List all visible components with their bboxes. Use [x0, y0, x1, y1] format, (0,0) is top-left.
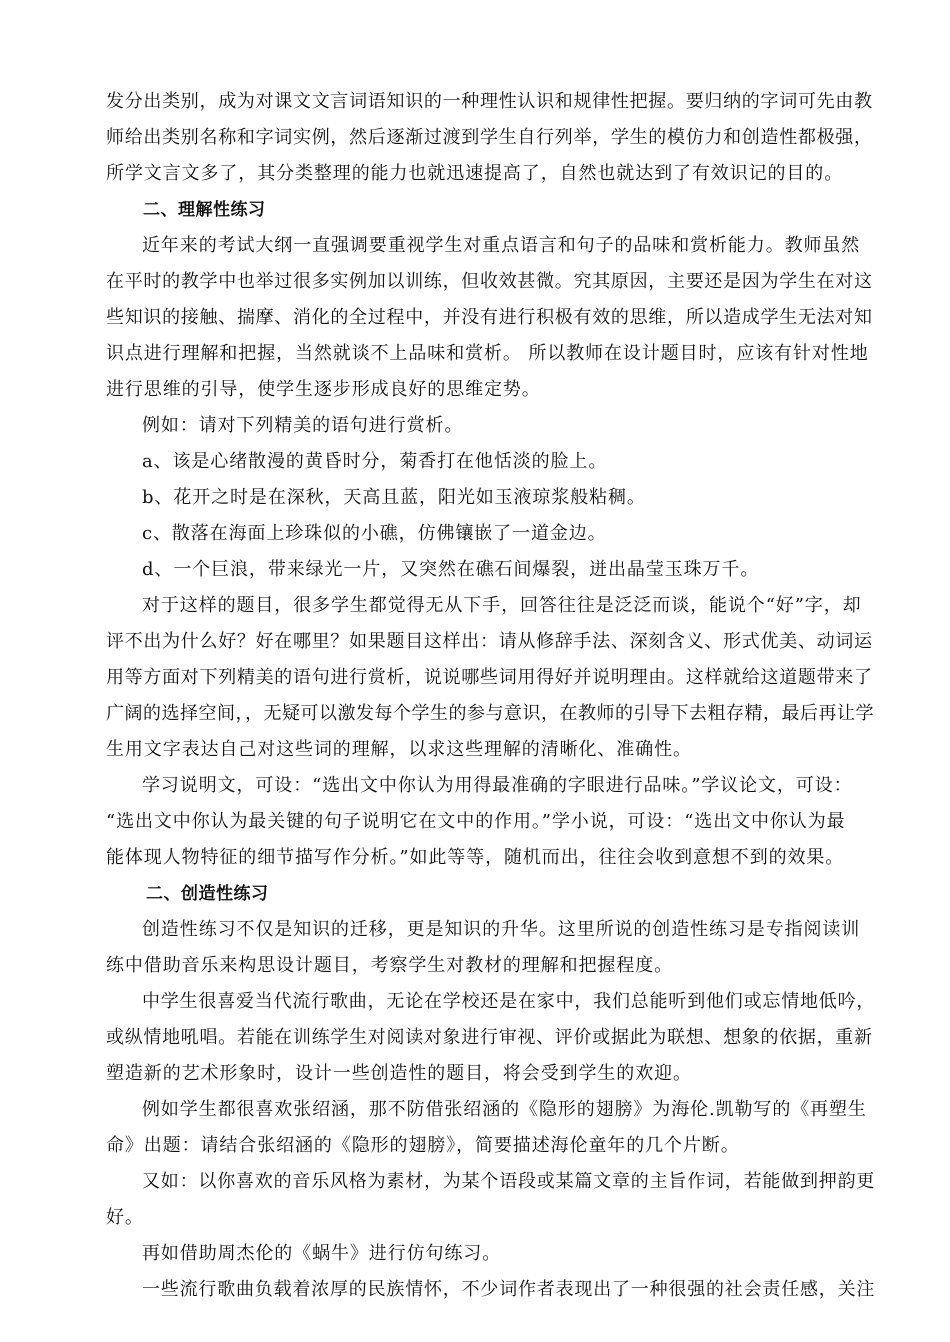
- text-line: 师给出类别名称和字词实例，然后逐渐过渡到学生自行列举，学生的模仿力和创造性都极强，: [106, 127, 873, 148]
- text-line: 识点进行理解和把握，当然就谈不上品味和赏析。 所以教师在设计题目时，应该有针对性地: [106, 343, 869, 364]
- text-line: 塑造新的艺术形象时，设计一些创造性的题目，将会受到学生的欢迎。: [106, 1063, 692, 1084]
- text-line: 生用文字表达自己对这些词的理解，以求这些理解的清晰化、准确性。: [106, 739, 692, 760]
- section-heading-comprehension: 二、理解性练习: [143, 200, 266, 220]
- text-line: 学习说明文，可设：“选出文中你认为用得最准确的字眼进行品味。”学议论文，可设：: [142, 775, 853, 796]
- example-item-a: a、该是心绪散漫的黄昏时分，菊香打在他恬淡的脸上。: [142, 451, 608, 472]
- text-line: 广阔的选择空间，，无疑可以激发每个学生的参与意识，在教师的引导下去粗存精，最后再让学: [106, 703, 874, 724]
- text-line: 在平时的教学中也举过很多实例加以训练，但收效甚微。究其原因，主要还是因为学生在对这: [106, 271, 873, 292]
- example-item-c: c、散落在海面上珍珠似的小礁，仿佛镶嵌了一道金边。: [142, 523, 607, 544]
- text-line: 例如：请对下列精美的语句进行赏析。: [142, 415, 464, 436]
- text-line: 好。: [106, 1207, 144, 1228]
- text-line: 一些流行歌曲负载着浓厚的民族情怀，不少词作者表现出了一种很强的社会责任感，关注: [142, 1279, 876, 1300]
- text-line: 又如：以你喜欢的音乐风格为素材，为某个语段或某篇文章的主旨作词，若能做到押韵更: [142, 1171, 876, 1192]
- section-heading-creativity: 二、创造性练习: [146, 884, 269, 904]
- text-line: 命》出题：请结合张绍涵的《隐形的翅膀》，简要描述海伦童年的几个片断。: [106, 1135, 740, 1156]
- text-line: 再如借助周杰伦的《蜗牛》进行仿句练习。: [142, 1243, 502, 1264]
- text-line: 例如学生都很喜欢张绍涵，那不防借张绍涵的《隐形的翅膀》为海伦.凯勒写的《再塑生: [142, 1099, 867, 1120]
- text-line: 近年来的考试大纲一直强调要重视学生对重点语言和句子的品味和赏析能力。教师虽然: [142, 235, 861, 256]
- text-line: 些知识的接触、揣摩、消化的全过程中，并没有进行积极有效的思维，所以造成学生无法对知: [106, 307, 873, 328]
- text-line: 能体现人物特征的细节描写作分析。”如此等等，随机而出，往往会收到意想不到的效果。: [106, 847, 845, 868]
- text-line: 评不出为什么好？好在哪里？如果题目这样出：请从修辞手法、深刻含义、形式优美、动词运: [106, 631, 873, 652]
- text-line: 创造性练习不仅是知识的迁移，更是知识的升华。这里所说的创造性练习是专指阅读训: [142, 919, 861, 940]
- text-line: “选出文中你认为最关键的句子说明它在文中的作用。”学小说，可设：“选出文中你认为最: [106, 811, 846, 832]
- text-line: 发分出类别，成为对课文文言词语知识的一种理性认识和规律性把握。要归纳的字词可先由教: [106, 91, 873, 112]
- example-item-b: b、花开之时是在深秋，天高且蓝，阳光如玉液琼浆般粘稠。: [142, 487, 646, 508]
- text-line: 进行思维的引导，使学生逐步形成良好的思维定势。: [106, 379, 541, 400]
- text-line: 练中借助音乐来构思设计题目，考察学生对教材的理解和把握程度。: [106, 955, 673, 976]
- text-line: 所学文言文多了，其分类整理的能力也就迅速提高了，自然也就达到了有效识记的目的。: [106, 163, 844, 184]
- example-item-d: d、一个巨浪，带来绿光一片，又突然在礁石间爆裂，迸出晶莹玉珠万千。: [142, 559, 760, 580]
- text-line: 或纵情地吼唱。若能在训练学生对阅读对象进行审视、评价或据此为联想、想象的依据，重新: [106, 1027, 873, 1048]
- text-line: 用等方面对下列精美的语句进行赏析，说说哪些词用得好并说明理由。这样就给这道题带来了: [106, 667, 873, 688]
- text-line: 中学生很喜爱当代流行歌曲，无论在学校还是在家中，我们总能听到他们或忘情地低吟，: [142, 991, 876, 1012]
- text-line: 对于这样的题目，很多学生都觉得无从下手，回答往往是泛泛而谈，能说个“好”字，却: [142, 595, 862, 616]
